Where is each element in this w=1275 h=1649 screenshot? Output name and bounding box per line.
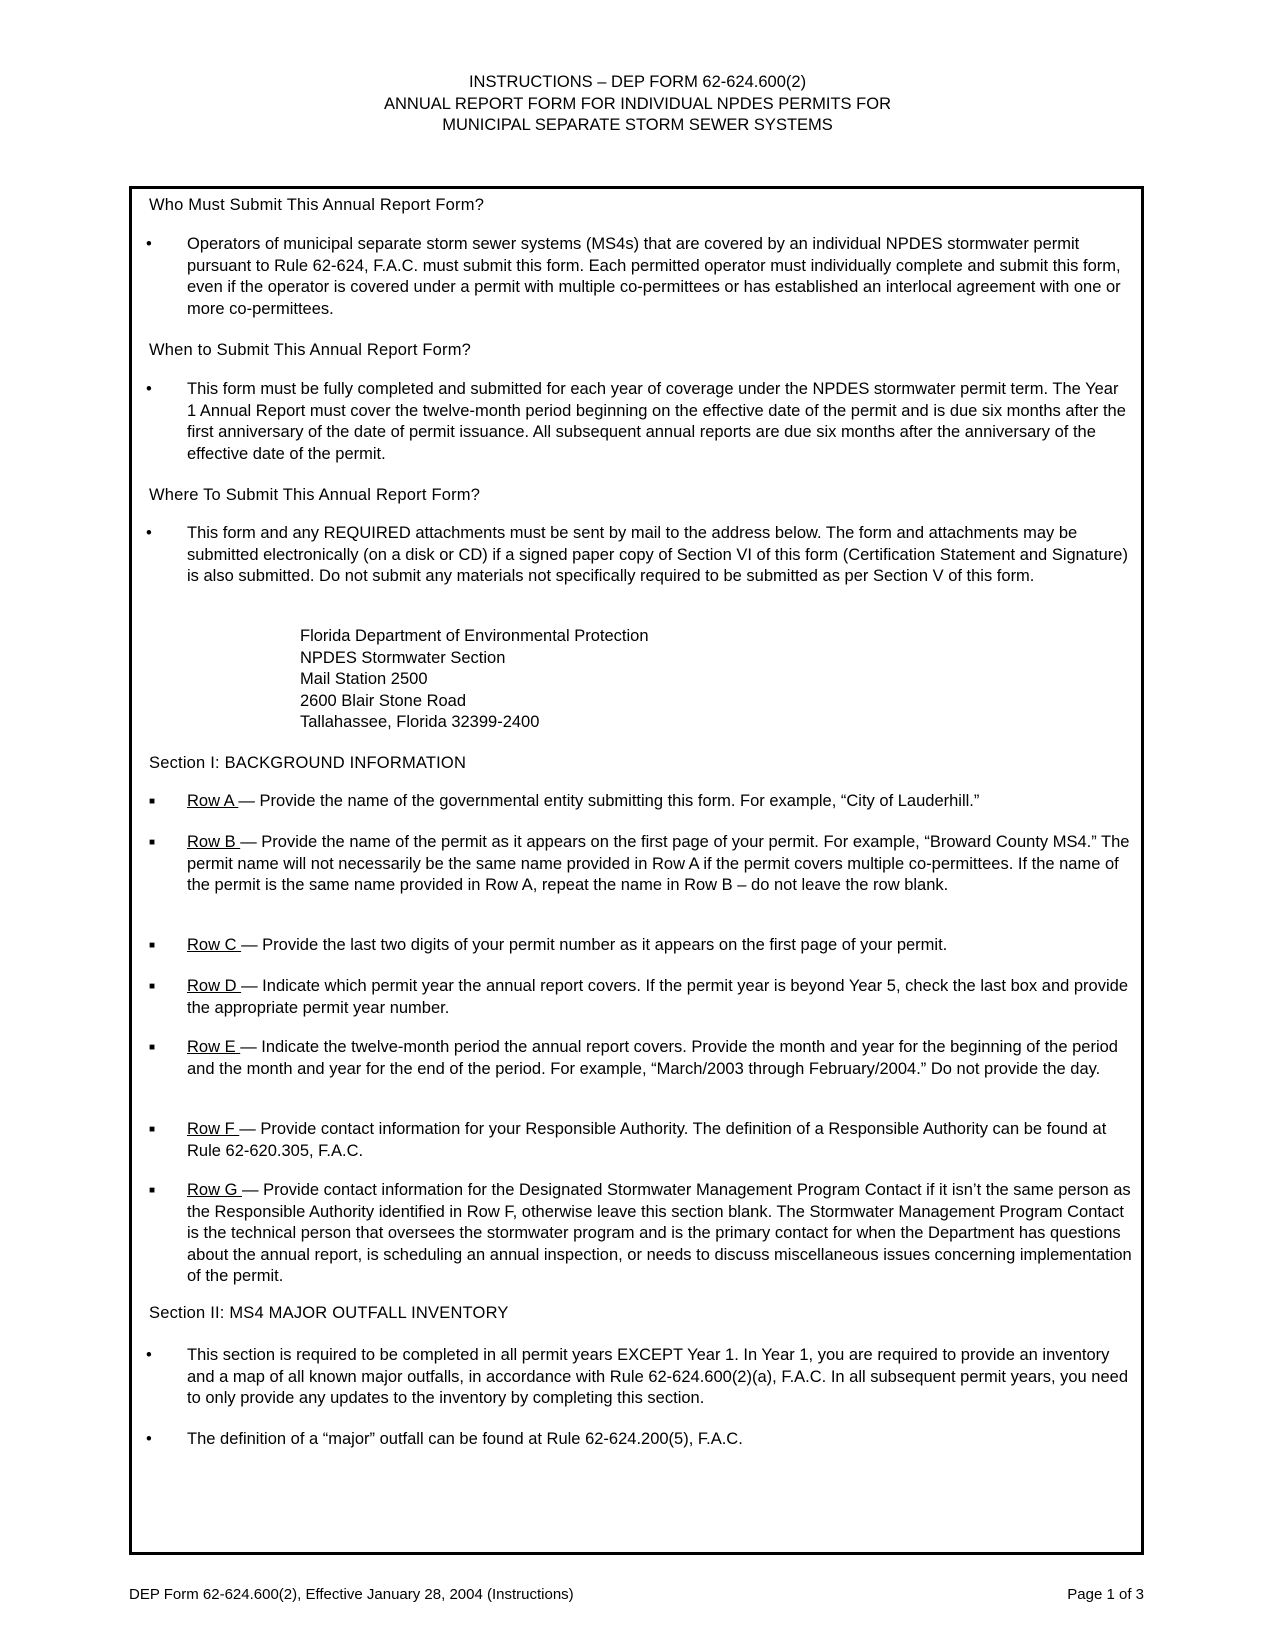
footer-page-number: Page 1 of 3 (1067, 1586, 1144, 1603)
row-label: Row B (187, 833, 241, 851)
row-description: — Provide contact information for your Responsible Authority. The definition of a Responsible Authority can be found at Rule 62-620.305, F.A.C. (187, 1120, 1107, 1160)
list-item (132, 1345, 1132, 1410)
row-label: Row C (187, 936, 242, 954)
row-description: — Provide the name of the permit as it appears on the first page of your permit. For example, “Broward County MS4.” The permit name will not necessarily be the same name provided in Row A if the permit covers multiple co-permittees. If the name of the permit is the same name provided in Row A, repeat the name in Row B – do not leave the row blank. (187, 833, 1130, 894)
bullet-text: This form and any REQUIRED attachments must be sent by mail to the address below. The form and attachments may be submitted electronically (on a disk or CD) if a signed paper copy of Section VI of this form (Certification Statement and Signature) is also submitted. Do not submit any materials not specifically required to be submitted as per Section V of this form. (187, 524, 1128, 585)
row-label: Row G (187, 1181, 243, 1199)
row-description: — Indicate the twelve-month period the annual report covers. Provide the month and year for the beginning of the period and the month and year for the end of the period. For example, “March/2003 through February/2004.” Do not provide the day. (187, 1038, 1118, 1078)
row-e-item (132, 1037, 1132, 1080)
row-f-item (132, 1119, 1132, 1162)
row-description: — Indicate which permit year the annual report covers. If the permit year is beyond Year 5, check the last box and provide the appropriate permit year number. (187, 977, 1128, 1017)
mailing-address (300, 626, 649, 734)
bullet-text: Operators of municipal separate storm sewer systems (MS4s) that are covered by an individual NPDES stormwater permit pursuant to Rule 62-624, F.A.C. must submit this form. Each permitted operator must individually complete and submit this form, even if the operator is covered under a permit with multiple co-permittees or has established an interlocal agreement with one or more co-permittees. (187, 235, 1121, 318)
square-bullet-icon: ■ (149, 940, 156, 951)
bullet-icon: • (146, 235, 152, 253)
footer-form-info: DEP Form 62-624.600(2), Effective January 28, 2004 (Instructions) (129, 1586, 574, 1603)
list-item (132, 234, 1132, 320)
bullet-text: This section is required to be completed in all permit years EXCEPT Year 1. In Year 1, you are required to provide an inventory and a map of all known major outfalls, in accordance with Rule 62-624.600(2)(a), F.A.C. In all subsequent permit years, you need to only provide any updates to the inventory by completing this section. (187, 1346, 1128, 1407)
address-line: Tallahassee, Florida 32399-2400 (300, 713, 540, 731)
row-description: — Provide contact information for the Designated Stormwater Management Program Contact if it isn’t the same person as the Responsible Authority identified in Row F, otherwise leave this section blank. The Stormwater Management Program Contact is the technical person that oversees the stormwater program and is the primary contact for when the Department has questions about the annual report, is scheduling an annual inspection, or needs to discuss miscellaneous issues concerning implementation of the permit. (187, 1181, 1132, 1285)
square-bullet-icon: ■ (149, 1042, 156, 1053)
row-label: Row D (187, 977, 242, 995)
section-title-where: Where To Submit This Annual Report Form? (149, 486, 481, 504)
row-description: — Provide the last two digits of your permit number as it appears on the first page of your permit. (241, 936, 948, 954)
section-title-outfall: Section II: MS4 MAJOR OUTFALL INVENTORY (149, 1304, 509, 1322)
square-bullet-icon: ■ (149, 796, 156, 807)
row-description: — Provide the name of the governmental entity submitting this form. For example, “City of Lauderhill.” (238, 792, 980, 810)
bullet-icon: • (146, 380, 152, 398)
row-label: Row F (187, 1120, 240, 1138)
square-bullet-icon: ■ (149, 981, 156, 992)
bullet-text: This form must be fully completed and submitted for each year of coverage under the NPDES stormwater permit term. The Year 1 Annual Report must cover the twelve-month period beginning on the effective date of the permit and is due six months after the first anniversary of the date of permit issuance. All subsequent annual reports are due six months after the anniversary of the effective date of the permit. (187, 380, 1126, 463)
instructions-box (129, 186, 1144, 1555)
square-bullet-icon: ■ (149, 1124, 156, 1135)
square-bullet-icon: ■ (149, 837, 156, 848)
section-title-background: Section I: BACKGROUND INFORMATION (149, 754, 467, 772)
bullet-icon: • (146, 1430, 152, 1448)
address-line: NPDES Stormwater Section (300, 648, 506, 667)
bullet-icon: • (146, 524, 152, 542)
row-c-item (132, 935, 1132, 957)
row-a-item (132, 791, 1132, 813)
section-title-when: When to Submit This Annual Report Form? (149, 341, 472, 359)
document-header (0, 72, 1275, 137)
square-bullet-icon: ■ (149, 1185, 156, 1196)
list-item (132, 379, 1132, 465)
list-item (132, 523, 1132, 588)
list-item (132, 1429, 1132, 1451)
bullet-icon: • (146, 1346, 152, 1364)
row-b-item (132, 832, 1132, 897)
row-g-item (132, 1180, 1132, 1288)
row-d-item (132, 976, 1132, 1019)
address-line: 2600 Blair Stone Road (300, 691, 467, 710)
row-label: Row E (187, 1038, 241, 1056)
header-line-1: INSTRUCTIONS – DEP FORM 62-624.600(2) (468, 73, 807, 91)
row-label: Row A (187, 792, 239, 810)
address-line: Florida Department of Environmental Protection (300, 627, 649, 645)
header-line-2: ANNUAL REPORT FORM FOR INDIVIDUAL NPDES PERMITS FOR (384, 94, 891, 113)
bullet-text: The definition of a “major” outfall can be found at Rule 62-624.200(5), F.A.C. (187, 1430, 743, 1448)
section-title-who: Who Must Submit This Annual Report Form? (149, 196, 485, 214)
address-line: Mail Station 2500 (300, 670, 428, 688)
header-line-3: MUNICIPAL SEPARATE STORM SEWER SYSTEMS (442, 116, 833, 134)
